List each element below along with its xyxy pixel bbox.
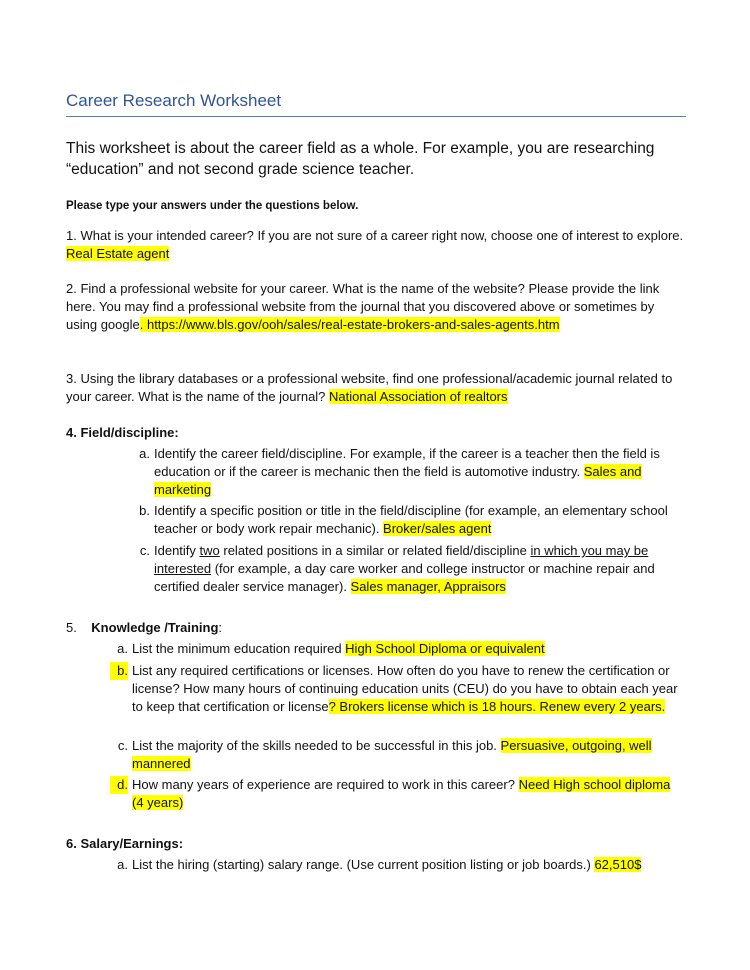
item-text: (for example, a day care worker and college instructor or machine repair and certified dealer service manager). xyxy=(154,561,655,594)
section-4-heading: 4. Field/discipline: xyxy=(66,425,179,440)
item-text: List the majority of the skills needed to be successful in this job. xyxy=(132,738,501,753)
section-4-item-b xyxy=(139,502,684,538)
question-2 xyxy=(66,280,686,334)
list-marker: c. xyxy=(117,738,128,753)
title-underline-divider xyxy=(66,116,686,117)
question-2-text: Find a professional website for your career. What is the name of the website? Please provide the link here. You may find a professional website from the journal that you discovered above or sometimes by using google xyxy=(66,281,660,332)
item-answer[interactable]: ? Brokers license which is 18 hours. Renew every 2 years. xyxy=(328,699,666,714)
question-1-answer[interactable]: Real Estate agent xyxy=(66,246,170,261)
question-3-number: 3. xyxy=(66,371,77,386)
section-5-item-c xyxy=(117,737,682,773)
list-marker: a. xyxy=(117,857,128,872)
item-answer[interactable]: Sales manager, Appraisors xyxy=(350,579,506,594)
item-text-underlined: two xyxy=(199,543,220,558)
page-title: Career Research Worksheet xyxy=(66,91,282,110)
section-5-number: 5. xyxy=(66,620,77,635)
section-4-item-c xyxy=(139,542,684,596)
item-answer[interactable]: High School Diploma or equivalent xyxy=(345,641,545,656)
question-1-text: What is your intended career? If you are not sure of a career right now, choose one of interest to explore. xyxy=(80,228,684,243)
question-2-answer[interactable]: . https://www.bls.gov/ooh/sales/real-estate-brokers-and-sales-agents.htm xyxy=(139,317,560,332)
list-marker: a. xyxy=(117,641,128,656)
section-6-heading: 6. Salary/Earnings: xyxy=(66,836,184,851)
section-6-item-a xyxy=(117,856,682,874)
section-5-colon: : xyxy=(218,620,223,635)
section-5-item-d xyxy=(117,776,682,812)
question-1-number: 1. xyxy=(66,228,77,243)
list-marker: a. xyxy=(139,446,150,461)
question-3-answer[interactable]: National Association of realtors xyxy=(329,389,508,404)
section-5-title: Knowledge /Training xyxy=(91,620,219,635)
item-answer[interactable]: Sales and marketing xyxy=(154,464,642,497)
item-answer[interactable]: 62,510$ xyxy=(594,857,642,872)
section-4-item-a xyxy=(139,445,684,499)
list-marker: c. xyxy=(139,543,150,558)
item-answer[interactable]: Need High school diploma (4 years) xyxy=(132,777,671,810)
intro-paragraph: This worksheet is about the career field as a whole. For example, you are researching “education” and not second grade science teacher. xyxy=(66,140,655,178)
item-answer[interactable]: Broker/sales agent xyxy=(383,521,492,536)
question-1 xyxy=(66,227,686,263)
item-text: List the minimum education required xyxy=(132,641,346,656)
section-5-item-a xyxy=(117,640,682,658)
item-text: List any required certifications or licenses. How often do you have to renew the certification or license? How many hours of continuing education units (CEU) do you have to obtain each year to keep that certification or license xyxy=(132,663,678,714)
list-marker: b. xyxy=(110,662,128,680)
item-text: Identify xyxy=(154,543,200,558)
list-marker: b. xyxy=(139,503,150,518)
item-text: Identify the career field/discipline. For example, if the career is a teacher then the field is education or if the career is mechanic then the field is automotive industry. xyxy=(154,446,660,479)
item-text: How many years of experience are required to work in this career? xyxy=(132,777,519,792)
item-text: Identify a specific position or title in the field/discipline (for example, an elementary school teacher or body work repair mechanic). xyxy=(154,503,668,536)
item-text-underlined: in which you may be interested xyxy=(154,543,649,576)
instructions: Please type your answers under the questions below. xyxy=(66,200,359,212)
section-5-heading xyxy=(66,619,686,637)
section-5-item-b xyxy=(117,662,682,716)
item-text: related positions in a similar or related field/discipline xyxy=(219,543,531,558)
question-3-text: Using the library databases or a professional website, find one professional/academic journal related to your career. What is the name of the journal? xyxy=(66,371,673,404)
question-3 xyxy=(66,370,686,406)
question-2-number: 2. xyxy=(66,281,77,296)
item-text: List the hiring (starting) salary range. (Use current position listing or job boards.) xyxy=(132,857,595,872)
item-answer[interactable]: Persuasive, outgoing, well mannered xyxy=(132,738,652,771)
list-marker: d. xyxy=(110,776,128,794)
